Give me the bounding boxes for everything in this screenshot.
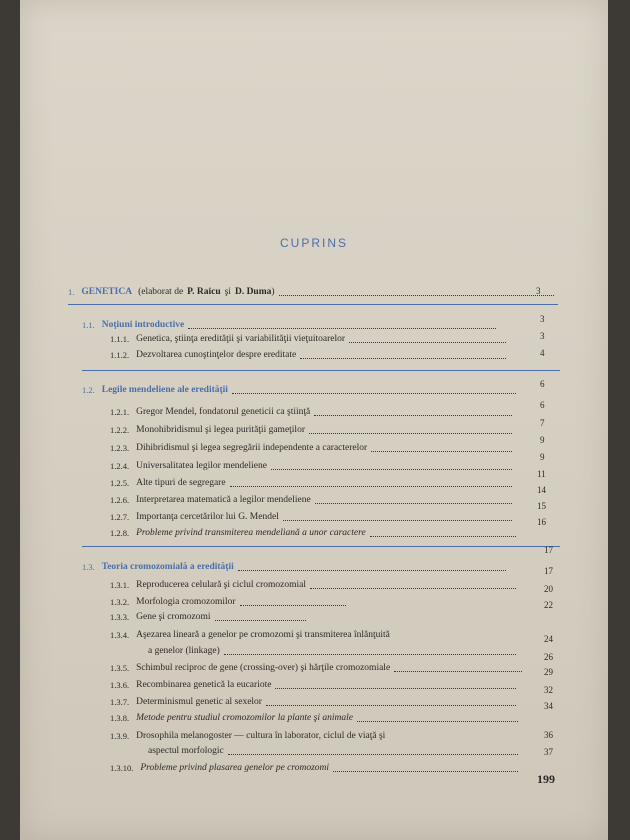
chapter-title: GENETICA xyxy=(81,287,133,297)
section-number: 1.1. xyxy=(82,320,95,330)
toc-section-row xyxy=(82,320,500,331)
item-number: 1.3.7. xyxy=(110,697,130,707)
dot-leader xyxy=(300,358,506,359)
dot-leader xyxy=(314,415,512,416)
item-text: Aşezarea lineară a genelor pe cromozomi şi transmiterea înlănţuită xyxy=(136,630,390,640)
toc-item-row xyxy=(110,630,530,641)
item-text: Importanţa cercetărilor lui G. Mendel xyxy=(136,512,279,522)
dot-leader xyxy=(230,486,512,487)
item-number: 1.3.5. xyxy=(110,663,130,673)
dot-leader xyxy=(357,721,518,722)
dot-leader xyxy=(275,688,516,689)
item-number: 1.3.1. xyxy=(110,580,130,590)
item-page: 7 xyxy=(540,418,545,428)
item-page: 3 xyxy=(540,331,545,341)
item-page: 32 xyxy=(544,685,553,695)
chapter-rule xyxy=(68,304,558,305)
section-number: 1.3. xyxy=(82,562,95,572)
chapter-note-post: ) xyxy=(271,287,275,297)
chapter-author-1: P. Raicu xyxy=(187,287,221,297)
dot-leader xyxy=(279,295,554,296)
toc-item-row xyxy=(110,443,516,454)
item-page: 9 xyxy=(540,435,545,445)
dot-leader xyxy=(349,342,506,343)
item-page: 37 xyxy=(544,747,553,757)
toc-item-row xyxy=(110,461,516,472)
dot-leader xyxy=(310,588,516,589)
dot-leader xyxy=(188,328,496,329)
item-text: Metode pentru studiul cromozomilor la plante şi animale xyxy=(136,713,353,723)
section-rule xyxy=(82,546,560,547)
toc-item-row xyxy=(110,495,516,506)
item-number: 1.3.10. xyxy=(110,763,134,773)
toc-item-row xyxy=(110,713,522,724)
item-number: 1.2.1. xyxy=(110,407,130,417)
section-title: Legile mendeliene ale eredităţii xyxy=(101,385,228,395)
item-number: 1.2.4. xyxy=(110,461,130,471)
item-number: 1.3.4. xyxy=(110,630,130,640)
dot-leader xyxy=(309,433,512,434)
item-page: 15 xyxy=(537,501,546,511)
toc-item-continuation xyxy=(148,646,520,657)
item-page: 14 xyxy=(537,485,546,495)
item-text: Reproducerea celulară şi ciclul cromozomial xyxy=(136,580,306,590)
item-page: 16 xyxy=(537,517,546,527)
item-page: 29 xyxy=(544,667,553,677)
toc-item-row xyxy=(110,697,520,708)
toc-item-row xyxy=(110,425,516,436)
toc-chapter-row xyxy=(68,287,558,298)
item-number: 1.2.8. xyxy=(110,528,130,538)
dot-leader xyxy=(394,671,522,672)
item-page: 4 xyxy=(540,348,545,358)
dot-leader xyxy=(232,393,516,394)
section-page: 3 xyxy=(540,314,545,324)
chapter-number: 1. xyxy=(68,287,75,297)
item-page: 17 xyxy=(544,566,553,576)
toc-item-row xyxy=(110,663,526,674)
toc-item-row xyxy=(110,478,516,489)
item-text: Drosophila melanogoster — cultura în laborator, ciclul de viaţă şi xyxy=(136,731,386,741)
dot-leader xyxy=(371,451,512,452)
item-text: Alte tipuri de segregare xyxy=(136,478,226,488)
dot-leader xyxy=(266,705,516,706)
toc-item-row xyxy=(110,763,522,774)
item-text: Probleme privind plasarea genelor pe cromozomi xyxy=(140,763,330,773)
item-page: 20 xyxy=(544,584,553,594)
dot-leader xyxy=(315,503,512,504)
item-text: Gregor Mendel, fondatorul geneticii ca ştiinţă xyxy=(136,407,311,417)
item-number: 1.3.2. xyxy=(110,597,130,607)
item-page: 36 xyxy=(544,730,553,740)
item-text: Interpretarea matematică a legilor mendeliene xyxy=(136,495,311,505)
dot-leader xyxy=(238,570,506,571)
item-text: Schimbul reciproc de gene (crossing-over) şi hărţile cromozomiale xyxy=(136,663,391,673)
item-text: Determinismul genetic al sexelor xyxy=(136,697,262,707)
item-number: 1.3.9. xyxy=(110,731,130,741)
toc-item-row xyxy=(110,528,520,539)
item-number: 1.3.3. xyxy=(110,612,130,622)
section-title: Teoria cromozomială a eredităţii xyxy=(101,562,234,572)
dot-leader xyxy=(283,520,512,521)
item-number: 1.3.8. xyxy=(110,713,130,723)
item-page: 11 xyxy=(537,469,546,479)
section-page: 17 xyxy=(544,545,553,555)
toc-item-row xyxy=(110,580,520,591)
item-number: 1.2.5. xyxy=(110,478,130,488)
toc-item-row xyxy=(110,597,350,608)
item-number: 1.1.1. xyxy=(110,334,130,344)
item-text: Probleme privind transmiterea mendeliană a unor caractere xyxy=(136,528,366,538)
toc-item-continuation xyxy=(148,746,522,757)
dot-leader xyxy=(271,469,512,470)
item-page: 24 xyxy=(544,634,553,644)
dot-leader xyxy=(228,754,518,755)
toc-section-row xyxy=(82,562,510,573)
dot-leader xyxy=(215,620,306,621)
chapter-author-2: D. Duma xyxy=(234,287,272,297)
toc-item-row xyxy=(110,680,520,691)
item-text: Monohibridismul şi legea purităţii gameţilor xyxy=(136,425,305,435)
book-page xyxy=(20,0,608,840)
section-number: 1.2. xyxy=(82,385,95,395)
item-text: Universalitatea legilor mendeliene xyxy=(136,461,267,471)
dot-leader xyxy=(224,654,516,655)
item-text-continuation: a genelor (linkage) xyxy=(148,646,220,656)
item-number: 1.1.2. xyxy=(110,350,130,360)
item-text: Gene şi cromozomi xyxy=(136,612,211,622)
dot-leader xyxy=(333,771,518,772)
item-page: 9 xyxy=(540,452,545,462)
chapter-page: 3 xyxy=(536,286,541,296)
toc-item-row xyxy=(110,334,510,345)
item-text: Dihibridismul şi legea segregării independente a caracterelor xyxy=(136,443,368,453)
toc-item-row xyxy=(110,612,310,623)
table-of-contents xyxy=(20,0,608,840)
dot-leader xyxy=(240,605,346,606)
chapter-conj: şi xyxy=(224,287,231,297)
toc-section-row xyxy=(82,385,520,396)
page-title: CUPRINS xyxy=(279,236,348,250)
item-number: 1.2.6. xyxy=(110,495,130,505)
item-page: 34 xyxy=(544,701,553,711)
item-text: Dezvoltarea cunoştinţelor despre ereditate xyxy=(136,350,297,360)
folio-page-number: 199 xyxy=(537,772,555,786)
item-page: 6 xyxy=(540,400,545,410)
dot-leader xyxy=(370,536,516,537)
chapter-note-pre: (elaborat de xyxy=(138,287,184,297)
section-title: Noţiuni introductive xyxy=(101,320,185,330)
item-number: 1.3.6. xyxy=(110,680,130,690)
section-rule xyxy=(82,370,560,371)
item-text-continuation: aspectul morfologic xyxy=(148,746,224,756)
item-number: 1.2.7. xyxy=(110,512,130,522)
toc-item-row xyxy=(110,512,516,523)
toc-item-row xyxy=(110,731,530,742)
toc-item-row xyxy=(110,407,516,418)
toc-item-row xyxy=(110,350,510,361)
item-text: Recombinarea genetică la eucariote xyxy=(136,680,272,690)
item-page: 26 xyxy=(544,652,553,662)
section-page: 6 xyxy=(540,379,545,389)
item-number: 1.2.3. xyxy=(110,443,130,453)
item-page: 22 xyxy=(544,600,553,610)
item-text: Morfologia cromozomilor xyxy=(136,597,236,607)
item-text: Genetica, ştiinţa eredităţii şi variabilităţii vieţuitoarelor xyxy=(136,334,346,344)
item-number: 1.2.2. xyxy=(110,425,130,435)
